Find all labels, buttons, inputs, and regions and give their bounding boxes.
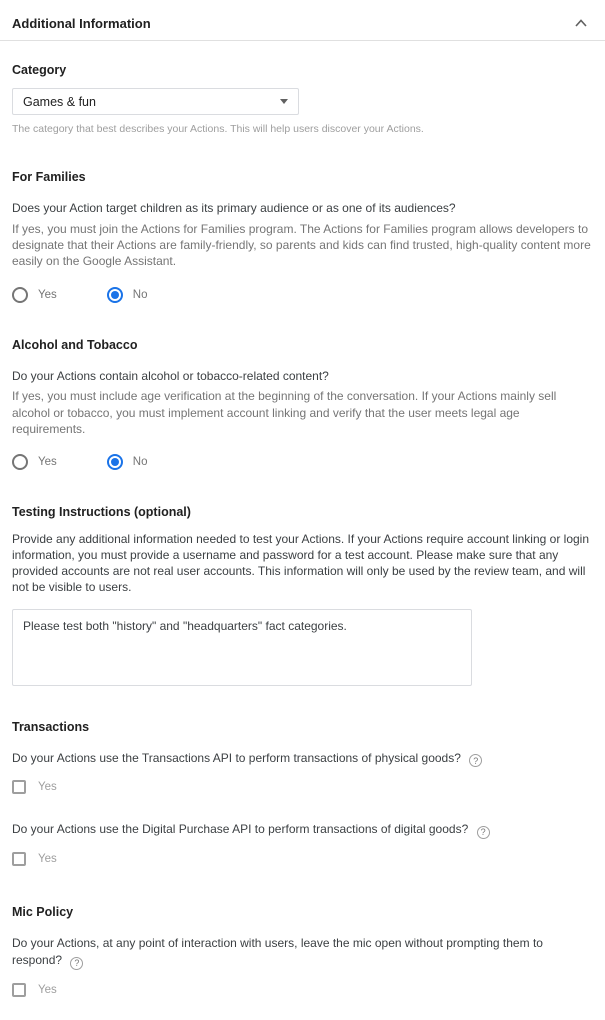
for-families-question: Does your Action target children as its primary audience or as one of its audiences? (12, 201, 456, 216)
for-families-radio-no[interactable] (107, 287, 148, 303)
category-section (12, 63, 593, 136)
radio-unselected-icon[interactable] (12, 287, 28, 303)
radio-selected-icon[interactable] (107, 287, 123, 303)
transactions-physical-checkbox[interactable] (12, 778, 57, 796)
help-icon[interactable]: ? (477, 826, 490, 839)
alcohol-tobacco-section (12, 338, 593, 471)
category-select-value: Games & fun (23, 94, 96, 109)
radio-selected-icon[interactable] (107, 454, 123, 470)
mic-policy-heading: Mic Policy (12, 905, 74, 920)
page-title: Additional Information (12, 15, 151, 31)
mic-policy-checkbox[interactable] (12, 981, 57, 999)
mic-policy-question (12, 935, 593, 970)
panel-header (12, 0, 593, 40)
alcohol-tobacco-radio-yes[interactable] (12, 454, 57, 470)
collapse-section-button[interactable] (573, 15, 589, 31)
alcohol-tobacco-question: Do your Actions contain alcohol or tobacco-related content? (12, 368, 329, 383)
checkbox-label: Yes (38, 853, 57, 866)
for-families-radio-yes[interactable] (12, 287, 57, 303)
testing-instructions-description: Provide any additional information needed to test your Actions. If your Actions require account linking or login information, you must provide a username and password for a test account. Please make sure that any provided accounts are not real user accounts. This information will only be used by the review team, and will not be visible to users. (12, 531, 590, 595)
question-text: Do your Actions use the Transactions API to perform transactions of physical goods? (12, 750, 461, 765)
radio-unselected-icon[interactable] (12, 454, 28, 470)
checkbox-unchecked-icon[interactable] (12, 983, 26, 997)
caret-down-icon (280, 99, 288, 104)
radio-label: No (132, 288, 148, 301)
mic-policy-section (12, 905, 593, 1002)
help-icon[interactable]: ? (70, 957, 83, 970)
question-text: Do your Actions, at any point of interaction with users, leave the mic open without prompting them to respond? (12, 936, 543, 968)
alcohol-tobacco-radio-no[interactable] (107, 454, 148, 470)
for-families-description: If yes, you must join the Actions for Families program. The Actions for Families program allows developers to designate that their Actions are family-friendly, so parents and kids can find trusted, high-quality content more easily on the Google Assistant. (12, 221, 591, 269)
chevron-up-icon (575, 19, 587, 27)
category-label: Category (12, 63, 67, 77)
for-families-section (12, 170, 593, 303)
alcohol-tobacco-heading: Alcohol and Tobacco (12, 337, 138, 352)
category-helper-text: The category that best describes your Actions. This will help users discover your Actions. (12, 123, 424, 135)
alcohol-tobacco-description: If yes, you must include age verification at the beginning of the conversation. If your Actions mainly sell alcohol or tobacco, you must implement account linking and verify that the user meets legal age requirements. (12, 389, 557, 436)
testing-instructions-section (12, 505, 593, 686)
radio-label: Yes (38, 455, 57, 468)
transactions-section (12, 720, 593, 872)
transactions-heading: Transactions (12, 719, 90, 734)
transactions-digital-checkbox[interactable] (12, 850, 57, 868)
radio-label: Yes (38, 288, 57, 301)
checkbox-unchecked-icon[interactable] (12, 780, 26, 794)
category-select[interactable] (12, 88, 299, 115)
alcohol-tobacco-radio-group (12, 453, 593, 471)
testing-instructions-heading: Testing Instructions (optional) (12, 504, 191, 519)
checkbox-label: Yes (38, 781, 57, 794)
section-divider (0, 40, 605, 41)
question-text: Do your Actions use the Digital Purchase API to perform transactions of digital goods? (12, 822, 469, 837)
for-families-heading: For Families (12, 170, 86, 185)
help-icon[interactable]: ? (469, 754, 482, 767)
radio-label: No (132, 455, 148, 468)
transactions-question-digital (12, 821, 593, 839)
checkbox-unchecked-icon[interactable] (12, 852, 26, 866)
testing-instructions-input[interactable] (12, 609, 472, 686)
for-families-radio-group (12, 286, 593, 304)
checkbox-label: Yes (38, 983, 57, 996)
transactions-question-physical (12, 750, 593, 768)
